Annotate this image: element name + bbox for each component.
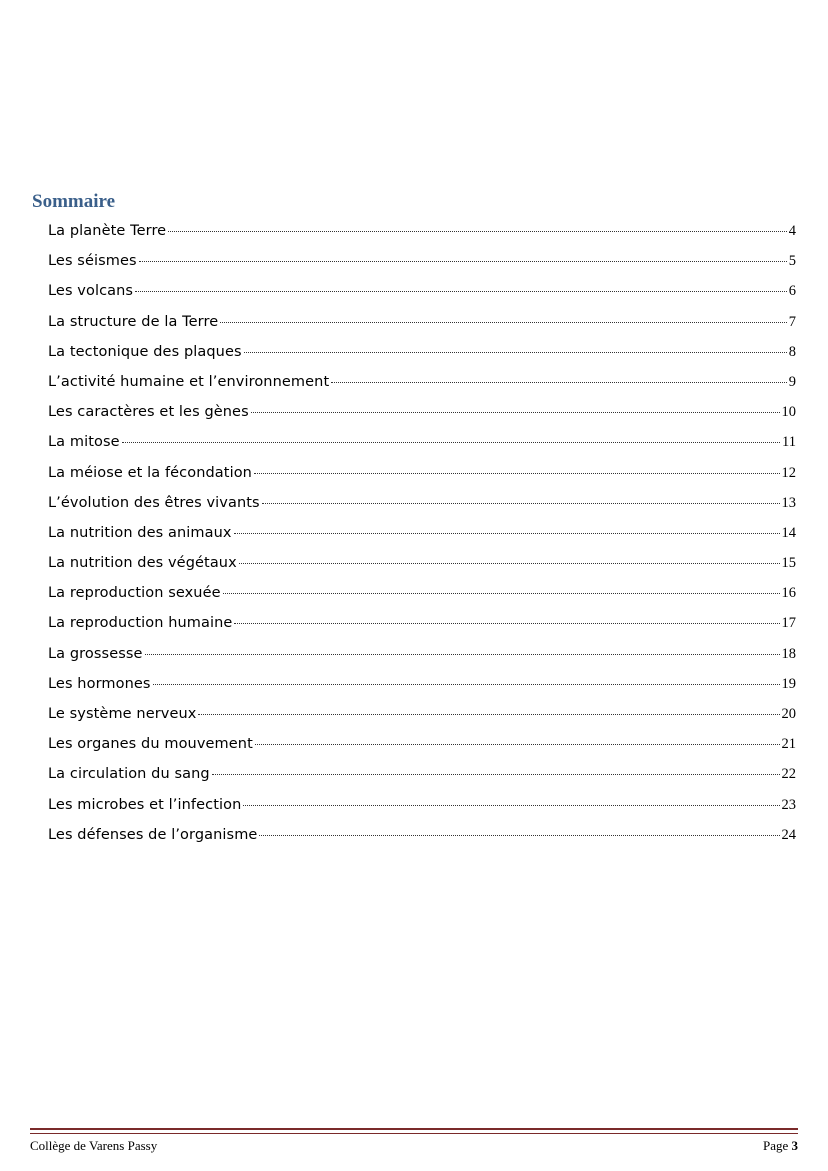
toc-entry-page-number: 10: [781, 404, 796, 421]
toc-entry-page-number: 7: [788, 313, 796, 330]
toc-dot-leader: [331, 382, 787, 383]
toc-dot-leader: [153, 684, 780, 685]
toc-entry-page-number: 18: [781, 645, 796, 662]
footer-rule-thin: [30, 1133, 798, 1134]
toc-entry[interactable]: [48, 792, 796, 822]
footer-page-label: Page: [762, 1138, 789, 1153]
toc-dot-leader: [212, 774, 780, 775]
toc-dot-leader: [145, 654, 780, 655]
toc-entry-label: L’évolution des êtres vivants: [48, 494, 260, 511]
toc-entry-page-number: 8: [788, 343, 796, 360]
toc-entry[interactable]: [48, 610, 796, 640]
toc-entry-label: Les organes du mouvement: [48, 736, 253, 753]
toc-entry[interactable]: [48, 761, 796, 791]
toc-dot-leader: [220, 322, 787, 323]
toc-entry-page-number: 22: [781, 766, 796, 783]
toc-entry-label: Les caractères et les gènes: [48, 404, 249, 421]
toc-entry-label: La méiose et la fécondation: [48, 464, 252, 481]
toc-entry-page-number: 9: [788, 373, 796, 390]
toc-entry[interactable]: [48, 460, 796, 490]
toc-dot-leader: [262, 503, 780, 504]
toc-entry[interactable]: [48, 641, 796, 671]
toc-entry[interactable]: [48, 248, 796, 278]
toc-entry-label: L’activité humaine et l’environnement: [48, 373, 330, 390]
toc-entry-page-number: 23: [781, 796, 796, 813]
toc-entry-label: La nutrition des animaux: [48, 524, 232, 541]
toc-entry-label: La planète Terre: [48, 223, 167, 239]
toc-entry-page-number: 20: [781, 706, 796, 722]
toc-entry[interactable]: [48, 701, 796, 731]
toc-entry-label: La structure de la Terre: [48, 313, 219, 330]
toc-entry[interactable]: [48, 399, 796, 429]
toc-entry-label: La mitose: [48, 434, 120, 451]
toc-entry-label: Les hormones: [48, 675, 151, 692]
toc-dot-leader: [255, 744, 780, 745]
toc-entry-label: La nutrition des végétaux: [48, 555, 237, 572]
toc-entry[interactable]: [48, 309, 796, 339]
toc-entry[interactable]: [48, 278, 796, 308]
toc-entry-page-number: 5: [788, 253, 796, 270]
toc-entry-label: La circulation du sang: [48, 766, 210, 783]
toc-entry-label: La grossesse: [48, 645, 143, 662]
footer-school-name: Collège de Varens Passy: [30, 1138, 158, 1153]
toc-entry-page-number: 4: [788, 223, 796, 239]
toc-entry-page-number: 13: [781, 494, 796, 511]
toc-entry-page-number: 14: [781, 524, 796, 541]
toc-entry[interactable]: [48, 429, 796, 459]
toc-dot-leader: [251, 412, 780, 413]
toc-entry[interactable]: [48, 218, 796, 248]
toc-entry[interactable]: [48, 369, 796, 399]
toc-dot-leader: [234, 623, 779, 624]
toc-entry-page-number: 19: [781, 675, 796, 692]
toc-dot-leader: [244, 352, 787, 353]
toc-entry-page-number: 16: [781, 585, 796, 602]
toc-entry-label: La reproduction sexuée: [48, 585, 221, 602]
toc-entry-page-number: 21: [781, 736, 796, 753]
toc-entry-page-number: 17: [781, 615, 796, 632]
toc-entry[interactable]: [48, 490, 796, 520]
toc-entry-label: Le système nerveux: [48, 706, 197, 722]
toc-entry[interactable]: [48, 520, 796, 550]
toc-entry-page-number: 12: [781, 464, 796, 481]
footer-rule: [30, 1128, 798, 1130]
toc-dot-leader: [234, 533, 780, 534]
toc-dot-leader: [239, 563, 780, 564]
toc-entry-label: Les volcans: [48, 283, 134, 300]
footer-page-number: 3: [791, 1138, 798, 1153]
toc-entry-label: La tectonique des plaques: [48, 343, 242, 360]
toc-entry[interactable]: [48, 671, 796, 701]
toc-dot-leader: [139, 261, 787, 262]
toc-entry-page-number: 6: [788, 283, 796, 300]
toc-dot-leader: [135, 291, 787, 292]
footer-page-indicator: [763, 1138, 798, 1154]
toc-entry-label: La reproduction humaine: [48, 615, 233, 632]
toc-entry[interactable]: [48, 550, 796, 580]
toc-entry-page-number: 24: [781, 826, 796, 843]
toc-dot-leader: [122, 442, 780, 443]
toc-heading: Sommaire: [32, 191, 116, 212]
toc-entry-page-number: 11: [782, 434, 796, 451]
toc-dot-leader: [223, 593, 780, 594]
toc-dot-leader: [198, 714, 779, 715]
toc-entry[interactable]: [48, 580, 796, 610]
toc-dot-leader: [254, 473, 780, 474]
toc-entry[interactable]: [48, 822, 796, 852]
toc-entry-label: Les défenses de l’organisme: [48, 826, 258, 843]
toc-entry[interactable]: [48, 339, 796, 369]
toc-entry-label: Les microbes et l’infection: [48, 796, 242, 813]
toc-entry[interactable]: [48, 731, 796, 761]
toc-entry-label: Les séismes: [48, 253, 137, 270]
toc-dot-leader: [168, 231, 787, 232]
toc-list: [48, 218, 796, 852]
toc-dot-leader: [259, 835, 779, 836]
toc-dot-leader: [243, 805, 779, 806]
toc-entry-page-number: 15: [781, 555, 796, 572]
